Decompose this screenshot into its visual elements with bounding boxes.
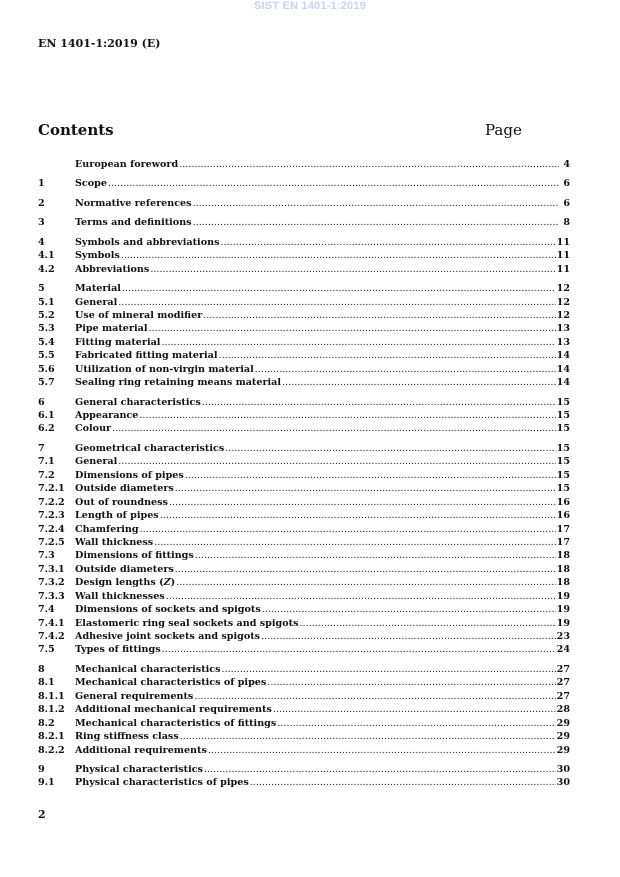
toc-entry-title — [75, 496, 168, 509]
dot-leader — [118, 455, 555, 468]
dot-leader — [202, 396, 556, 409]
toc-entry[interactable] — [38, 730, 570, 743]
toc-entry[interactable] — [38, 523, 570, 536]
toc-entry-page: 16 — [556, 496, 570, 508]
toc-entry[interactable] — [38, 263, 570, 276]
toc-entry-title-text: Mechanical characteristics of fittings — [75, 717, 277, 729]
toc-entry[interactable] — [38, 158, 570, 171]
toc-entry-title — [75, 563, 174, 576]
toc-entry-title — [75, 236, 219, 249]
toc-entry-number: 7.2.2 — [38, 496, 65, 508]
toc-entry-number: 4.2 — [38, 263, 55, 275]
dot-leader — [267, 676, 555, 689]
toc-group — [38, 158, 570, 171]
toc-entry-title — [75, 703, 272, 716]
toc-entry-page: 15 — [556, 456, 570, 468]
toc-entry[interactable] — [38, 744, 570, 757]
toc-entry-title — [75, 396, 201, 409]
toc-entry-title-text: Material — [75, 283, 121, 295]
toc-entry-title-text: Types of fittings — [75, 644, 161, 656]
toc-group — [38, 396, 570, 436]
toc-entry-title — [75, 643, 161, 656]
toc-entry[interactable] — [38, 549, 570, 562]
toc-entry-page: 11 — [556, 263, 570, 275]
toc-entry-title-text: General characteristics — [75, 396, 201, 408]
dot-leader — [255, 363, 556, 376]
dot-leader — [250, 776, 556, 789]
toc-entry-title — [75, 322, 147, 335]
toc-entry-title — [75, 336, 160, 349]
toc-entry-page: 18 — [556, 550, 570, 562]
toc-entry-number: 7.2 — [38, 469, 55, 481]
toc-entry-title — [75, 158, 178, 171]
toc-entry-number: 9.1 — [38, 777, 55, 789]
toc-entry[interactable] — [38, 336, 570, 349]
toc-entry-title-text: Length of pipes — [75, 510, 159, 522]
toc-entry-title — [75, 249, 120, 262]
toc-entry[interactable] — [38, 249, 570, 262]
toc-entry-title-text: Physical characteristics — [75, 763, 203, 775]
watermark: SIST EN 1401-1:2019 — [253, 0, 367, 12]
toc-entry-number: 5.4 — [38, 336, 55, 348]
toc-entry-number: 5.1 — [38, 296, 55, 308]
toc-entry-title-text: Utilization of non-virgin material — [75, 363, 254, 375]
contents-title: Contents — [38, 121, 114, 139]
toc-entry-title-text: Mechanical characteristics — [75, 663, 221, 675]
toc-entry-number: 8.1.1 — [38, 690, 65, 702]
toc-entry-title-suffix: ) — [170, 577, 176, 589]
toc-entry-number: 8.2 — [38, 717, 55, 729]
toc-entry-page: 23 — [556, 631, 570, 642]
toc-entry-title-text: General — [75, 296, 118, 308]
toc-entry-title-text: Elastomeric ring seal sockets and spigots — [75, 617, 299, 629]
toc-entry-title-text: Chamfering — [75, 523, 139, 535]
dot-leader — [179, 158, 559, 171]
toc-entry-number: 5.2 — [38, 309, 55, 321]
toc-entry[interactable] — [38, 482, 570, 495]
toc-entry-title-text: Dimensions of pipes — [75, 469, 184, 481]
toc-entry-title-text: Out of roundness — [75, 496, 168, 508]
dot-leader — [148, 322, 555, 335]
toc-entry-title-text: Terms and definitions — [75, 217, 192, 229]
toc-entry-title — [75, 576, 175, 589]
toc-entry-title — [75, 717, 276, 730]
toc-entry[interactable] — [38, 177, 570, 190]
toc-entry-number: 7.3.3 — [38, 590, 65, 602]
toc-entry-title-text: Appearance — [75, 410, 139, 421]
toc-entry-number: 1 — [38, 178, 45, 190]
toc-entry-page: 13 — [556, 323, 570, 335]
dot-leader — [166, 590, 556, 603]
toc-entry[interactable] — [38, 603, 570, 616]
toc-entry[interactable] — [38, 363, 570, 376]
toc-entry-title — [75, 536, 153, 549]
toc-group — [38, 216, 570, 229]
toc-entry-page: 11 — [556, 236, 570, 248]
toc-entry-title — [75, 282, 121, 295]
toc-entry-number: 8.2.1 — [38, 731, 65, 743]
toc-entry-title — [75, 482, 174, 495]
toc-entry[interactable] — [38, 349, 570, 362]
toc-entry-title-text: Physical characteristics of pipes — [75, 777, 249, 789]
dot-leader — [176, 576, 555, 589]
toc-entry-title-text: Adhesive joint sockets and spigots — [75, 631, 261, 642]
dot-leader — [220, 236, 555, 249]
dot-leader — [118, 296, 555, 309]
toc-entry[interactable] — [38, 763, 570, 776]
toc-entry-number: 8 — [38, 663, 45, 675]
toc-entry-number: 7.4.1 — [38, 617, 65, 629]
toc-entry-title — [75, 216, 192, 229]
toc-entry-title — [75, 197, 192, 210]
toc-entry-title — [75, 523, 139, 536]
dot-leader — [225, 442, 555, 455]
toc-entry[interactable] — [38, 396, 570, 409]
toc-entry-page: 29 — [556, 731, 570, 743]
toc-entry[interactable] — [38, 630, 570, 643]
toc-entry-page: 15 — [556, 483, 570, 495]
dot-leader — [185, 469, 556, 482]
toc-entry-title-text: Wall thickness — [75, 536, 154, 548]
toc-entry-page: 24 — [556, 644, 570, 656]
toc-entry-page: 18 — [556, 577, 570, 589]
toc-group — [38, 442, 570, 657]
toc-entry-page: 15 — [556, 410, 570, 421]
toc-entry-title-text: Geometrical characteristics — [75, 442, 225, 454]
toc-entry-title-text: General requirements — [75, 690, 194, 702]
toc-entry-title-text: Dimensions of sockets and spigots — [75, 604, 261, 616]
toc-entry-number: 9 — [38, 763, 45, 775]
toc-entry-number: 7 — [38, 442, 45, 454]
toc-entry-number: 5.7 — [38, 377, 55, 389]
toc-entry-page: 13 — [556, 336, 570, 348]
toc-entry-title-text: Fitting material — [75, 336, 161, 348]
toc-entry-number: 7.1 — [38, 456, 55, 468]
dot-leader — [208, 744, 556, 757]
dot-leader — [180, 730, 556, 743]
toc-entry-page: 15 — [556, 423, 570, 435]
toc-entry-page: 12 — [556, 309, 570, 321]
toc-entry-page: 4 — [563, 159, 570, 170]
dot-leader — [203, 309, 555, 322]
toc-entry-page: 12 — [556, 283, 570, 295]
toc-entry-number: 2 — [38, 197, 45, 209]
toc-entry-number: 3 — [38, 217, 45, 229]
dot-leader — [122, 282, 556, 295]
toc-group — [38, 282, 570, 390]
toc-entry[interactable] — [38, 309, 570, 322]
toc-entry[interactable] — [38, 422, 570, 435]
toc-entry-number: 8.1 — [38, 677, 55, 689]
toc-entry[interactable] — [38, 663, 570, 676]
toc-entry[interactable] — [38, 676, 570, 689]
toc-entry-number: 6.2 — [38, 423, 55, 435]
toc-entry-page: 17 — [556, 523, 570, 535]
toc-entry-title — [75, 363, 254, 376]
dot-leader — [162, 643, 556, 656]
dot-leader — [282, 376, 556, 389]
toc-entry-number: 7.3.1 — [38, 563, 65, 575]
toc-entry-page: 8 — [563, 217, 570, 229]
toc-entry-title — [75, 763, 203, 776]
toc-entry[interactable] — [38, 717, 570, 730]
toc-entry-title — [75, 455, 117, 468]
dot-leader — [175, 563, 556, 576]
dot-leader — [121, 249, 556, 262]
toc-entry-number: 7.2.1 — [38, 483, 65, 495]
toc-entry[interactable] — [38, 536, 570, 549]
toc-entry-title-text: Use of mineral modifier — [75, 309, 203, 321]
toc-entry-title — [75, 349, 218, 362]
toc-entry-page: 17 — [556, 536, 570, 548]
toc-entry-number: 7.3.2 — [38, 577, 65, 589]
toc-entry-page: 11 — [556, 250, 570, 262]
toc-entry[interactable] — [38, 282, 570, 295]
toc-entry-title — [75, 296, 117, 309]
toc-entry-title — [75, 263, 149, 276]
toc-entry-number: 6 — [38, 396, 45, 408]
toc-entry-page: 14 — [556, 377, 570, 389]
dot-leader — [140, 523, 556, 536]
toc-entry-title-text: Mechanical characteristics of pipes — [75, 677, 267, 689]
toc-entry-title — [75, 676, 266, 689]
page-column-heading: Page — [485, 121, 522, 139]
toc-entry[interactable] — [38, 442, 570, 455]
toc-entry-title-text: Dimensions of fittings — [75, 550, 194, 562]
dot-leader — [161, 336, 555, 349]
toc-entry-page: 30 — [556, 777, 570, 789]
toc-entry-title — [75, 776, 249, 789]
toc-entry-title — [75, 603, 261, 616]
toc-entry-page: 14 — [556, 350, 570, 362]
toc-entry[interactable] — [38, 197, 570, 210]
toc-entry-page: 19 — [556, 604, 570, 616]
toc-entry-number: 5.5 — [38, 350, 55, 362]
toc-entry-page: 15 — [556, 396, 570, 408]
toc-entry-title-text: Outside diameters — [75, 563, 174, 575]
toc-entry-number: 4.1 — [38, 250, 55, 262]
toc-entry-number: 8.2.2 — [38, 744, 65, 756]
toc-entry-title-text: Design lengths ( — [75, 577, 164, 589]
toc-entry-title-text: Ring stiffness class — [75, 731, 179, 743]
toc-entry-title — [75, 442, 224, 455]
toc-entry-title-text: European foreword — [75, 159, 179, 170]
toc-entry-title — [75, 630, 260, 643]
toc-entry-number: 4 — [38, 236, 45, 248]
toc-entry-title-text: Outside diameters — [75, 483, 174, 495]
toc-entry-title-text: Pipe material — [75, 323, 148, 335]
dot-leader — [204, 763, 556, 776]
toc-entry[interactable] — [38, 409, 570, 422]
table-of-contents — [38, 158, 570, 796]
toc-group — [38, 236, 570, 276]
toc-entry[interactable] — [38, 776, 570, 789]
toc-entry-number: 5.3 — [38, 323, 55, 335]
toc-entry-page: 30 — [556, 763, 570, 775]
toc-entry[interactable] — [38, 590, 570, 603]
toc-entry-page: 6 — [563, 178, 570, 190]
toc-entry[interactable] — [38, 496, 570, 509]
dot-leader — [193, 216, 559, 229]
toc-entry[interactable] — [38, 469, 570, 482]
toc-entry-page: 29 — [556, 744, 570, 756]
toc-group — [38, 177, 570, 190]
toc-entry-page: 14 — [556, 363, 570, 375]
dot-leader — [139, 409, 555, 422]
toc-entry-number: 7.2.5 — [38, 536, 65, 548]
toc-entry-page: 12 — [556, 296, 570, 308]
toc-entry-page: 19 — [556, 617, 570, 629]
dot-leader — [108, 177, 559, 190]
toc-entry-title-text: Additional requirements — [75, 744, 207, 756]
toc-entry-title-text: Symbols and abbreviations — [75, 236, 220, 248]
toc-entry[interactable] — [38, 216, 570, 229]
dot-leader — [169, 496, 556, 509]
toc-entry-title — [75, 663, 221, 676]
toc-entry-title-text: Wall thicknesses — [75, 590, 165, 602]
dot-leader — [193, 197, 559, 210]
toc-entry-title — [75, 309, 202, 322]
dot-leader — [150, 263, 555, 276]
page-number: 2 — [38, 808, 46, 821]
toc-entry-page: 16 — [556, 510, 570, 522]
toc-entry-title — [75, 409, 138, 422]
toc-entry-title — [75, 730, 179, 743]
toc-entry-number: 7.5 — [38, 644, 55, 656]
toc-entry-page: 15 — [556, 469, 570, 481]
dot-leader — [112, 422, 556, 435]
toc-entry[interactable] — [38, 376, 570, 389]
dot-leader — [175, 482, 556, 495]
toc-entry-number: 5 — [38, 283, 45, 295]
toc-entry-number: 5.6 — [38, 363, 55, 375]
toc-entry-page: 27 — [556, 677, 570, 689]
toc-entry[interactable] — [38, 322, 570, 335]
toc-entry-page: 29 — [556, 717, 570, 729]
document-id: EN 1401-1:2019 (E) — [38, 37, 161, 50]
toc-entry-title — [75, 549, 194, 562]
toc-entry-title — [75, 177, 107, 190]
toc-entry-title-text: Additional mechanical requirements — [75, 704, 272, 716]
dot-leader — [262, 603, 556, 616]
dot-leader — [277, 717, 555, 730]
toc-entry-number: 8.1.2 — [38, 704, 65, 716]
toc-entry-title-text: Normative references — [75, 197, 192, 209]
toc-entry-number: 6.1 — [38, 410, 55, 421]
toc-entry[interactable] — [38, 236, 570, 249]
toc-entry-title — [75, 617, 298, 630]
toc-entry[interactable] — [38, 703, 570, 716]
toc-entry[interactable] — [38, 563, 570, 576]
toc-entry-number: 7.2.4 — [38, 523, 65, 535]
toc-entry-title — [75, 376, 281, 389]
dot-leader — [261, 630, 556, 643]
toc-entry-title-text: General — [75, 456, 118, 468]
toc-entry-page: 27 — [556, 690, 570, 702]
toc-entry-title-text: Abbreviations — [75, 263, 150, 275]
toc-entry-title — [75, 509, 159, 522]
toc-entry-title — [75, 469, 184, 482]
toc-group — [38, 197, 570, 210]
toc-entry[interactable] — [38, 643, 570, 656]
toc-entry-page: 19 — [556, 590, 570, 602]
toc-entry-page: 28 — [556, 704, 570, 716]
toc-entry-page: 6 — [563, 197, 570, 209]
toc-entry[interactable] — [38, 455, 570, 468]
dot-leader — [195, 549, 556, 562]
toc-entry-title-italic: Z — [163, 577, 171, 589]
toc-entry[interactable] — [38, 576, 570, 589]
toc-group — [38, 763, 570, 790]
toc-entry-title-text: Symbols — [75, 250, 120, 262]
dot-leader — [194, 690, 555, 703]
toc-entry-number: 7.2.3 — [38, 510, 65, 522]
dot-leader — [299, 617, 555, 630]
toc-entry-number: 7.3 — [38, 550, 55, 562]
toc-entry-page: 18 — [556, 563, 570, 575]
toc-entry-title — [75, 590, 165, 603]
dot-leader — [273, 703, 556, 716]
toc-entry-page: 15 — [556, 442, 570, 454]
toc-entry-title-text: Colour — [75, 423, 112, 435]
toc-entry[interactable] — [38, 617, 570, 630]
dot-leader — [160, 509, 556, 522]
toc-entry-title — [75, 422, 111, 435]
dot-leader — [222, 663, 556, 676]
toc-entry-page: 27 — [556, 663, 570, 675]
toc-entry-title-text: Fabricated fitting material — [75, 350, 218, 362]
toc-entry-title — [75, 744, 207, 757]
toc-entry[interactable] — [38, 509, 570, 522]
toc-entry-title-text: Sealing ring retaining means material — [75, 377, 282, 389]
dot-leader — [219, 349, 556, 362]
toc-entry-title-text: Scope — [75, 178, 107, 190]
toc-entry-number: 7.4 — [38, 604, 55, 616]
toc-entry-title — [75, 690, 193, 703]
toc-entry[interactable] — [38, 690, 570, 703]
toc-group — [38, 663, 570, 757]
toc-entry-number: 7.4.2 — [38, 631, 65, 642]
dot-leader — [154, 536, 555, 549]
toc-entry[interactable] — [38, 296, 570, 309]
